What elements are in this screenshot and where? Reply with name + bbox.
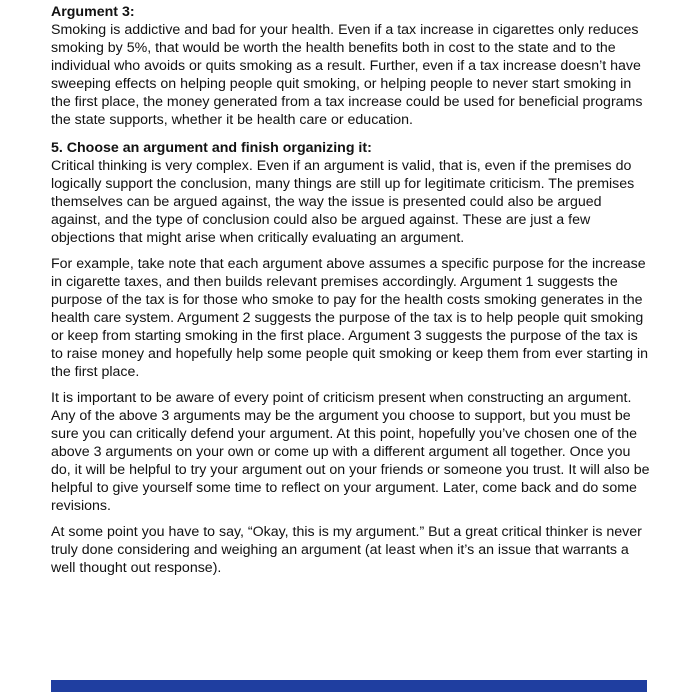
- argument-3-section: [51, 3, 651, 129]
- section-5: [51, 139, 651, 577]
- footer-bar: [51, 680, 647, 692]
- argument-3-heading: Argument 3:: [51, 4, 135, 20]
- section-5-paragraph-3: It is important to be aware of every point of criticism present when constructing an argument. Any of the above 3 arguments may be the argument you choose to support, but you must be sure you can critically defend your argument. At this point, hopefully you’ve chosen one of the above 3 arguments on your own or come up with a different argument all together. Once you do, it will be helpful to try your argument out on your friends or someone you trust. It will also be helpful to give yourself some time to reflect on your argument. Later, come back and do some revisions.: [51, 390, 650, 514]
- section-5-paragraph-1: Critical thinking is very complex. Even if an argument is valid, that is, even if the premises do logically support the conclusion, many things are still up for legitimate criticism. The premises themselves can be argued against, the way the issue is presented could also be argued against, and the type of conclusion could also be argued against. These are just a few objections that might arise when critically evaluating an argument.: [51, 158, 635, 246]
- argument-3-text: Smoking is addictive and bad for your health. Even if a tax increase in cigarettes only reduces smoking by 5%, that would be worth the health benefits both in cost to the state and to the individual who avoids or quits smoking as a result. Further, even if a tax increase doesn’t have sweeping effects on helping people quit smoking, or helping people to never start smoking in the first place, the money generated from a tax increase could be used for beneficial programs the state supports, whether it be health care or education.: [51, 22, 643, 128]
- section-5-paragraph-4: At some point you have to say, “Okay, this is my argument.” But a great critical thinker is never truly done considering and weighing an argument (at least when it’s an issue that warrants a well thought out response).: [51, 524, 642, 576]
- section-5-paragraph-2: For example, take note that each argument above assumes a specific purpose for the increase in cigarette taxes, and then builds relevant premises accordingly. Argument 1 suggests the purpose of the tax is for those who smoke to pay for the health costs smoking generates in the health care system. Argument 2 suggests the purpose of the tax is to help people quit smoking or keep from starting smoking in the first place. Argument 3 suggests the purpose of the tax is to raise money and hopefully help some people quit smoking or keep them from ever starting in the first place.: [51, 256, 648, 380]
- document-body: [51, 3, 651, 587]
- section-5-heading: 5. Choose an argument and finish organizing it:: [51, 140, 372, 156]
